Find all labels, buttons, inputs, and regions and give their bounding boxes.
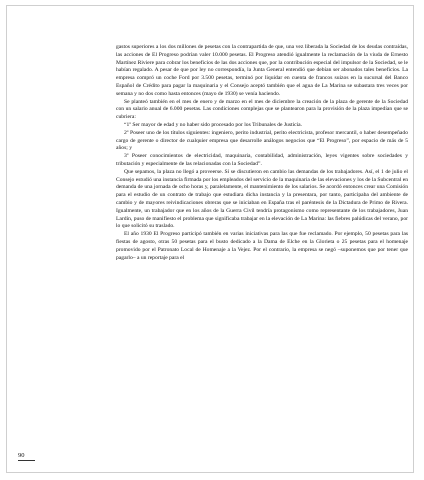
paragraph: Que sepamos, la plaza no llegó a proveerse. Sí se discutieron en cambio las demandas de los trabajadores. Así, el 1 de julio el Consejo estudió una instancia firmada por los empleados del servicio de la maquinaria de las elevaciones y los de la Subcentral en demanda de una jornada de ocho horas y, paralelamente, el mantenimiento de los salarios. Se acordó entonces crear una Comisión para el estudio de un contrato de trabajo que estudiara dicha instancia y la presentara, por tanto, participaba del ambiente de cambio y de mayores reivindicaciones obreras que se iniciaban en España tras el paréntesis de la Dictadura de Primo de Rivera. Igualmente, un trabajador que en los años de la Guerra Civil tendría protagonismo como representante de los trabajadores, Juan Lardín, puso de manifiesto el problema que significaba trabajar en la elevación de La Marina: las fiebres palúdicas del verano, por lo que solicitó su traslado. [116,168,408,230]
paragraph: 3º Poseer conocimientos de electricidad, maquinaria, contabilidad, administración, leyes vigentes sobre sociedades y tributación y especialmente de las relacionadas con la Sociedad”. [116,153,408,167]
body-text [116,44,408,262]
paragraph: Se planteó también en el mes de enero y de marzo en el mes de diciembre la creación de la plaza de gerente de la Sociedad con un salario anual de 6.000 pesetas. Las condiciones complejas que se plantearon para la provisión de la plaza impedían que se cubriera: [116,98,408,121]
paragraph: El año 1930 El Progreso participó también en varias iniciativas para las que fue reclamado. Por ejemplo, 50 pesetas para las fiestas de agosto, otras 50 pesetas para el busto dedicado a la Dama de Elche en la Glorieta o 25 pesetas para el homenaje promovido por el Patronato Local de Homenaje a la Vejez. Por el contrario, la empresa se negó –suponemos que por tener que pagarlo– a un reportaje para el [116,231,408,261]
paragraph: 2º Poseer uno de los títulos siguientes: ingeniero, perito industrial, perito electricista, profesor mercantil, o haber desempeñado cargo de gerente o director de cualquier empresa que desarrolle análogos negocios que “El Progreso”, por espacio de más de 5 años; y [116,129,408,152]
paragraph: “1º Ser mayor de edad y no haber sido procesado por los Tribunales de Justicia. [124,121,303,128]
paragraph: gastos superiores a los dos millones de pesetas con la contrapartida de que, una vez liberada la Sociedad de los deudas contraídas, las acciones de El Progreso podrían valer 10.000 pesetas. El Progreso atendió igualmente la reclamación de la viuda de Ernesto Martínez Riviere para cobrar los beneficios de las dos acciones que, por la contribución especial del impulsor de la Sociedad, se le habían regalado. A pesar de que por ley no correspondía, la Junta General entendió que debían ser abonados tales beneficios. La empresa compró un coche Ford por 3.500 pesetas, terminó por liquidar en cuenta de francos suizos en la sucursal del Banco Español de Crédito para pagar la maquinaria y el Consejo aceptó también que el agua de La Marina se subastara tres veces por semana y no dos como hasta entonces (mayo de 1930) se venía haciendo. [116,44,408,97]
page-number: 90 [18,452,35,461]
